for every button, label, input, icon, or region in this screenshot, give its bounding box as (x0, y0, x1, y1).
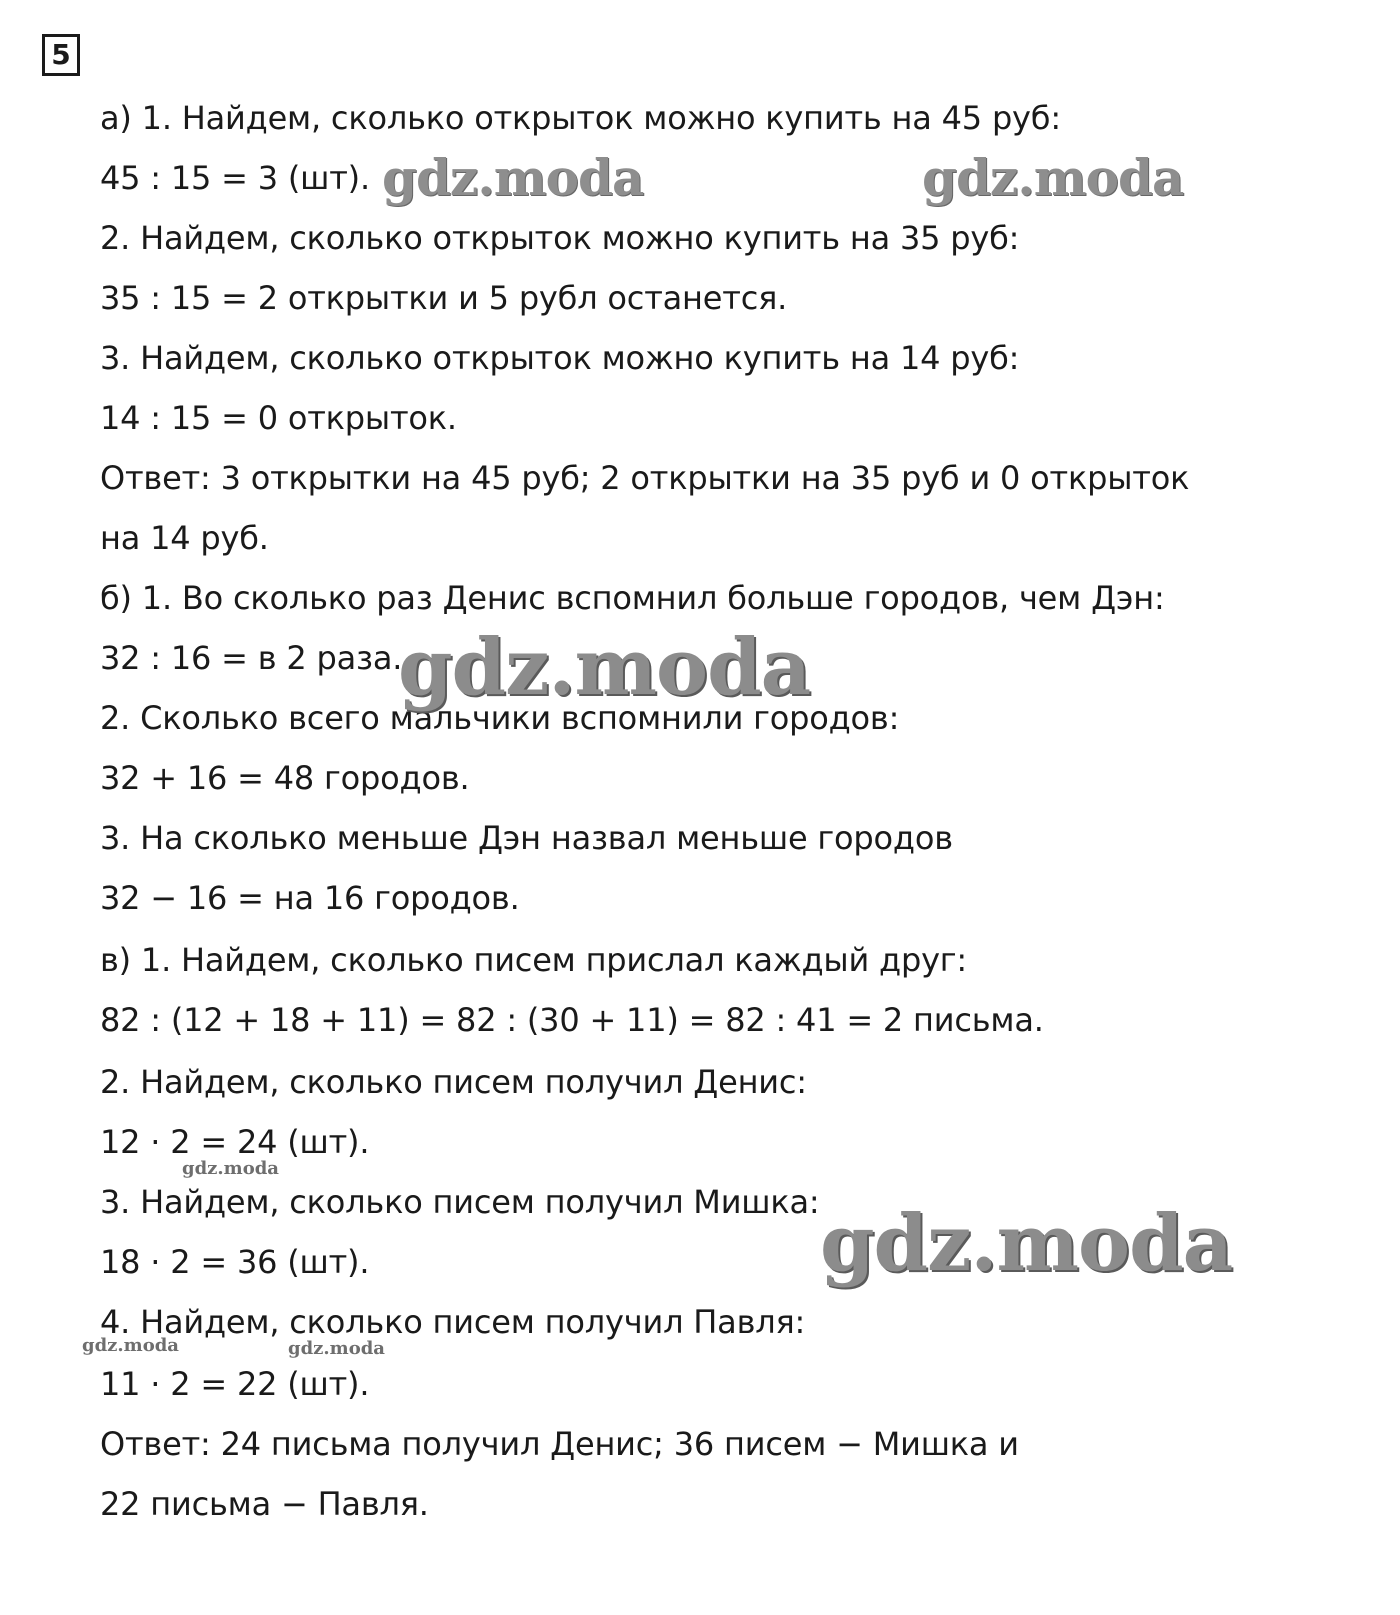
solution-line: 32 − 16 = на 16 городов. (100, 879, 520, 917)
solution-line: 12 · 2 = 24 (шт). (100, 1123, 370, 1161)
watermark-logo: gdz.moda (820, 1198, 1233, 1289)
solution-line: 82 : (12 + 18 + 11) = 82 : (30 + 11) = 82 : 41 = 2 письма. (100, 1001, 1044, 1039)
solution-line: 45 : 15 = 3 (шт). (100, 159, 370, 197)
solution-line: 4. Найдем, сколько писем получил Павля: (100, 1303, 806, 1341)
watermark-logo: gdz.moda (398, 622, 811, 713)
solution-line: б) 1. Во сколько раз Денис вспомнил больше городов, чем Дэн: (100, 579, 1165, 617)
solution-line: 2. Найдем, сколько писем получил Денис: (100, 1063, 807, 1101)
solution-line: а) 1. Найдем, сколько открыток можно купить на 45 руб: (100, 99, 1061, 137)
solution-line: 32 : 16 = в 2 раза. (100, 639, 403, 677)
solution-line: в) 1. Найдем, сколько писем прислал каждый друг: (100, 941, 967, 979)
solution-line: 3. Найдем, сколько открыток можно купить на 14 руб: (100, 339, 1020, 377)
solution-line: 2. Сколько всего мальчики вспомнили городов: (100, 699, 900, 737)
watermark-logo: gdz.moda (182, 1158, 279, 1179)
watermark-logo: gdz.moda (288, 1338, 385, 1359)
solution-line: 2. Найдем, сколько открыток можно купить на 35 руб: (100, 219, 1020, 257)
answer-line: Ответ: 3 открытки на 45 руб; 2 открытки на 35 руб и 0 открыток (100, 459, 1190, 497)
watermark-logo: gdz.moda (82, 1335, 179, 1356)
watermark-logo: gdz.moda (382, 148, 644, 207)
solution-line: 35 : 15 = 2 открытки и 5 рубл останется. (100, 279, 788, 317)
solution-line: 18 · 2 = 36 (шт). (100, 1243, 370, 1281)
solution-line: 3. Найдем, сколько писем получил Мишка: (100, 1183, 820, 1221)
answer-line: 22 письма − Павля. (100, 1485, 429, 1523)
answer-line: Ответ: 24 письма получил Денис; 36 писем − Мишка и (100, 1425, 1019, 1463)
solution-line: 32 + 16 = 48 городов. (100, 759, 470, 797)
solution-line: 3. На сколько меньше Дэн назвал меньше городов (100, 819, 953, 857)
answer-line: на 14 руб. (100, 519, 269, 557)
task-number-badge: 5 (42, 34, 80, 76)
solution-line: 14 : 15 = 0 открыток. (100, 399, 457, 437)
solution-line: 11 · 2 = 22 (шт). (100, 1365, 370, 1403)
watermark-logo: gdz.moda (922, 148, 1184, 207)
